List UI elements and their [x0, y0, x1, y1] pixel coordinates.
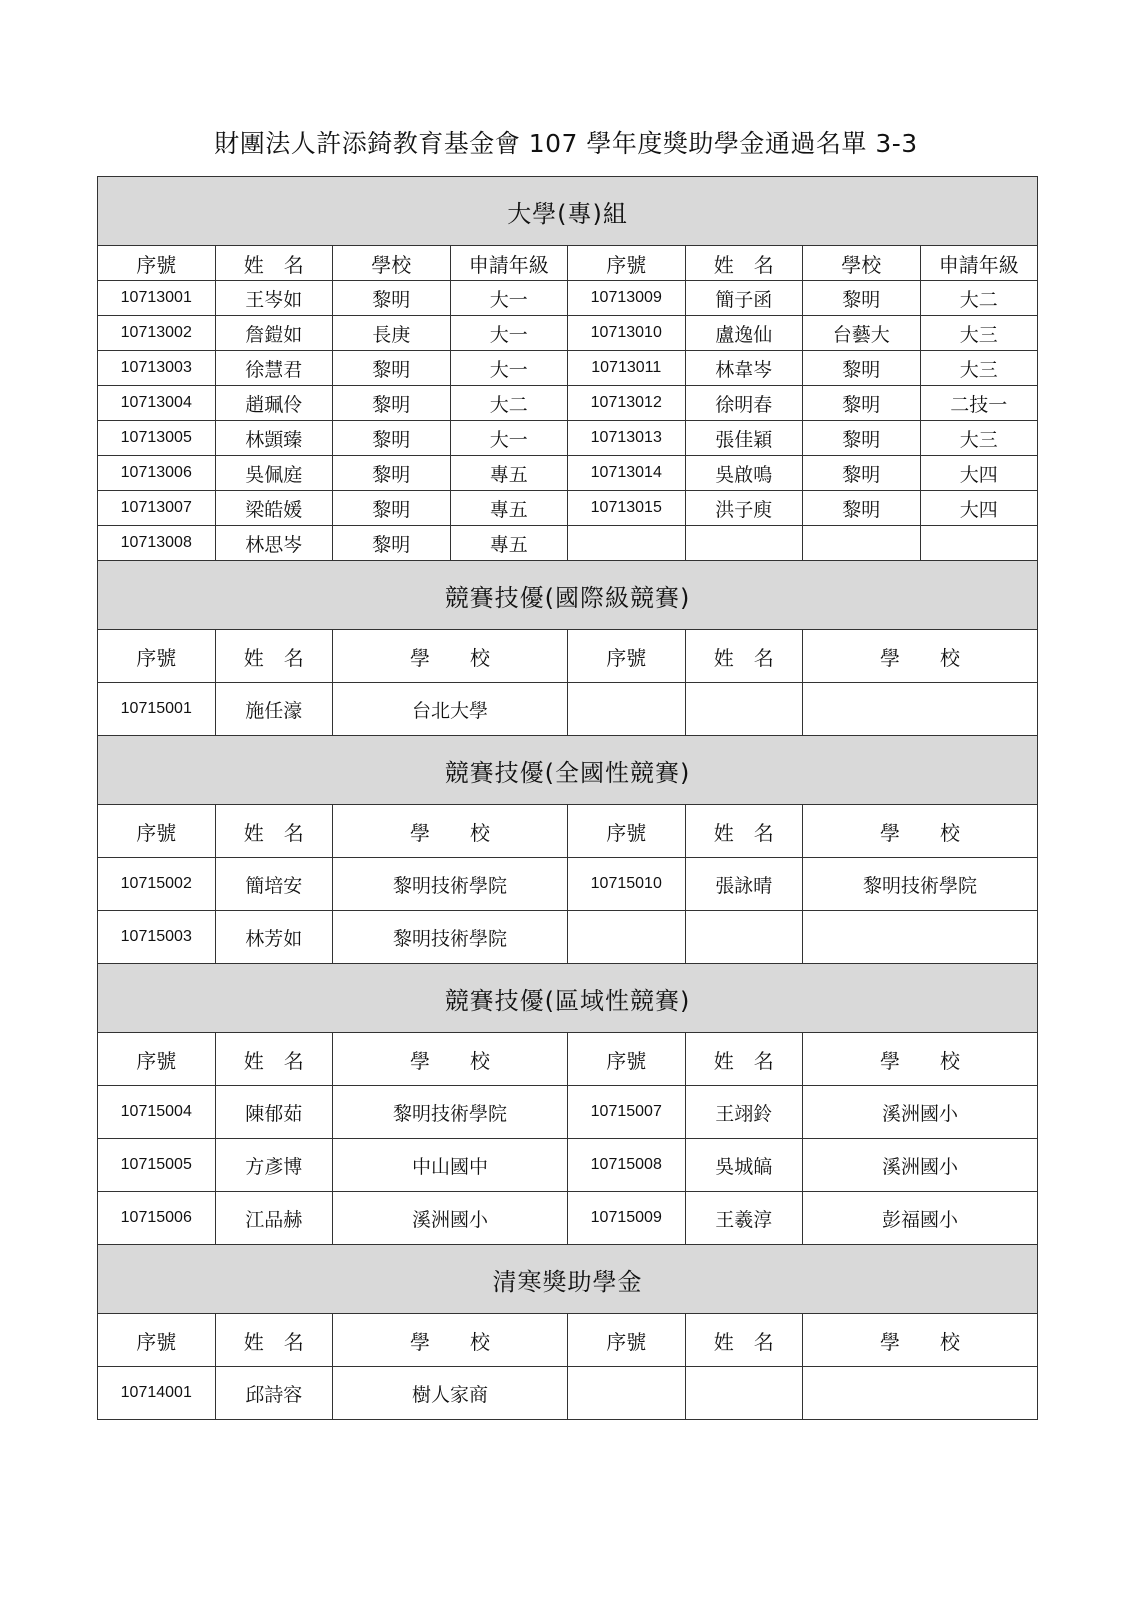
school-cell: 黎明: [803, 386, 921, 421]
student-name-cell: 王岑如: [215, 281, 333, 316]
student-name-cell: 簡子函: [685, 281, 803, 316]
school-cell: 黎明技術學院: [333, 1086, 568, 1139]
university-column-header: 序號: [568, 246, 686, 281]
student-name-cell: 施任濠: [215, 683, 333, 736]
serial-number-cell: 10715002: [98, 858, 216, 911]
student-name-cell: 洪子庾: [685, 491, 803, 526]
university-column-header: 學校: [333, 246, 451, 281]
table-row: [98, 911, 1038, 964]
table-row: [98, 351, 1038, 386]
school-cell: 中山國中: [333, 1139, 568, 1192]
serial-number-cell: 10713012: [568, 386, 686, 421]
national-column-header: 學 校: [803, 805, 1038, 858]
regional-section-title: 競賽技優(區域性競賽): [98, 964, 1038, 1033]
school-cell: 黎明: [333, 281, 451, 316]
grade-cell: 大一: [450, 351, 568, 386]
table-row: [98, 858, 1038, 911]
international-column-header: 姓 名: [685, 630, 803, 683]
international-column-header: 學 校: [333, 630, 568, 683]
student-name-cell: 詹鎧如: [215, 316, 333, 351]
university-column-header: 申請年級: [450, 246, 568, 281]
student-name-cell: 吳啟鳴: [685, 456, 803, 491]
needy-column-header: 序號: [568, 1314, 686, 1367]
grade-cell: 專五: [450, 526, 568, 561]
international-column-header: 序號: [98, 630, 216, 683]
serial-number-cell: 10713010: [568, 316, 686, 351]
serial-number-cell: 10715009: [568, 1192, 686, 1245]
international-column-header: 學 校: [803, 630, 1038, 683]
table-row: [98, 526, 1038, 561]
regional-column-header: 姓 名: [685, 1033, 803, 1086]
regional-section-row: [98, 964, 1038, 1033]
university-section-title: 大學(專)組: [98, 177, 1038, 246]
student-name-cell: 吳城皜: [685, 1139, 803, 1192]
document-title: 財團法人許添錡教育基金會 107 學年度獎助學金通過名單 3-3: [214, 129, 918, 158]
university-section-row: [98, 177, 1038, 246]
student-name-cell: 吳佩庭: [215, 456, 333, 491]
student-name-cell: 盧逸仙: [685, 316, 803, 351]
table-row: [98, 1139, 1038, 1192]
table-row: [98, 421, 1038, 456]
table-row: [98, 281, 1038, 316]
school-cell: 黎明: [333, 351, 451, 386]
student-name-cell: 徐明春: [685, 386, 803, 421]
grade-cell: 大四: [920, 456, 1038, 491]
university-header-row: [98, 246, 1038, 281]
school-cell: 黎明技術學院: [803, 858, 1038, 911]
needy-column-header: 學 校: [333, 1314, 568, 1367]
serial-number-cell: 10713014: [568, 456, 686, 491]
student-name-cell: 王羲淳: [685, 1192, 803, 1245]
student-name-cell: [685, 911, 803, 964]
school-cell: 黎明: [333, 526, 451, 561]
student-name-cell: [685, 1367, 803, 1420]
serial-number-cell: 10713004: [98, 386, 216, 421]
needy-column-header: 學 校: [803, 1314, 1038, 1367]
serial-number-cell: 10715001: [98, 683, 216, 736]
international-column-header: 姓 名: [215, 630, 333, 683]
school-cell: 黎明: [333, 491, 451, 526]
serial-number-cell: 10713003: [98, 351, 216, 386]
grade-cell: 專五: [450, 491, 568, 526]
serial-number-cell: 10715006: [98, 1192, 216, 1245]
grade-cell: 大一: [450, 281, 568, 316]
student-name-cell: 林思岑: [215, 526, 333, 561]
serial-number-cell: 10713009: [568, 281, 686, 316]
student-name-cell: 王翊鈴: [685, 1086, 803, 1139]
serial-number-cell: 10715005: [98, 1139, 216, 1192]
serial-number-cell: [568, 1367, 686, 1420]
school-cell: [803, 911, 1038, 964]
regional-column-header: 序號: [98, 1033, 216, 1086]
grade-cell: 專五: [450, 456, 568, 491]
school-cell: 黎明: [803, 351, 921, 386]
regional-column-header: 學 校: [803, 1033, 1038, 1086]
school-cell: 台北大學: [333, 683, 568, 736]
grade-cell: 大一: [450, 316, 568, 351]
school-cell: 黎明: [803, 421, 921, 456]
grade-cell: [920, 526, 1038, 561]
grade-cell: 大三: [920, 351, 1038, 386]
school-cell: 樹人家商: [333, 1367, 568, 1420]
national-section-row: [98, 736, 1038, 805]
university-column-header: 姓 名: [685, 246, 803, 281]
serial-number-cell: 10715004: [98, 1086, 216, 1139]
school-cell: 黎明技術學院: [333, 858, 568, 911]
needy-section-title: 清寒獎助學金: [98, 1245, 1038, 1314]
needy-column-header: 姓 名: [685, 1314, 803, 1367]
table-row: [98, 1086, 1038, 1139]
school-cell: 長庚: [333, 316, 451, 351]
grade-cell: 大三: [920, 316, 1038, 351]
school-cell: 彭福國小: [803, 1192, 1038, 1245]
serial-number-cell: 10713006: [98, 456, 216, 491]
serial-number-cell: 10713013: [568, 421, 686, 456]
student-name-cell: 邱詩容: [215, 1367, 333, 1420]
regional-column-header: 學 校: [333, 1033, 568, 1086]
regional-header-row: [98, 1033, 1038, 1086]
school-cell: 溪洲國小: [803, 1086, 1038, 1139]
serial-number-cell: 10715010: [568, 858, 686, 911]
serial-number-cell: [568, 526, 686, 561]
national-column-header: 序號: [98, 805, 216, 858]
international-header-row: [98, 630, 1038, 683]
university-column-header: 學校: [803, 246, 921, 281]
grade-cell: 大二: [450, 386, 568, 421]
student-name-cell: 林芳如: [215, 911, 333, 964]
table-body: [98, 177, 1038, 1420]
student-name-cell: [685, 526, 803, 561]
school-cell: 台藝大: [803, 316, 921, 351]
university-column-header: 序號: [98, 246, 216, 281]
serial-number-cell: 10713005: [98, 421, 216, 456]
school-cell: 黎明: [803, 281, 921, 316]
student-name-cell: 徐慧君: [215, 351, 333, 386]
national-column-header: 序號: [568, 805, 686, 858]
serial-number-cell: 10715003: [98, 911, 216, 964]
student-name-cell: 張詠晴: [685, 858, 803, 911]
national-section-title: 競賽技優(全國性競賽): [98, 736, 1038, 805]
grade-cell: 大一: [450, 421, 568, 456]
university-column-header: 姓 名: [215, 246, 333, 281]
table-row: [98, 316, 1038, 351]
student-name-cell: 方彥博: [215, 1139, 333, 1192]
student-name-cell: 梁皓媛: [215, 491, 333, 526]
school-cell: 黎明: [333, 421, 451, 456]
serial-number-cell: 10713007: [98, 491, 216, 526]
table-row: [98, 1367, 1038, 1420]
regional-column-header: 姓 名: [215, 1033, 333, 1086]
serial-number-cell: [568, 683, 686, 736]
student-name-cell: 林韋岑: [685, 351, 803, 386]
school-cell: 黎明: [333, 386, 451, 421]
student-name-cell: 簡培安: [215, 858, 333, 911]
grade-cell: 二技一: [920, 386, 1038, 421]
student-name-cell: 趙珮伶: [215, 386, 333, 421]
serial-number-cell: 10715008: [568, 1139, 686, 1192]
table-row: [98, 1192, 1038, 1245]
serial-number-cell: 10713011: [568, 351, 686, 386]
needy-header-row: [98, 1314, 1038, 1367]
table-row: [98, 683, 1038, 736]
serial-number-cell: [568, 911, 686, 964]
student-name-cell: [685, 683, 803, 736]
national-column-header: 學 校: [333, 805, 568, 858]
table-row: [98, 386, 1038, 421]
grade-cell: 大四: [920, 491, 1038, 526]
student-name-cell: 江品赫: [215, 1192, 333, 1245]
school-cell: [803, 1367, 1038, 1420]
grade-cell: 大二: [920, 281, 1038, 316]
national-column-header: 姓 名: [685, 805, 803, 858]
needy-column-header: 序號: [98, 1314, 216, 1367]
student-name-cell: 陳郁茹: [215, 1086, 333, 1139]
regional-column-header: 序號: [568, 1033, 686, 1086]
school-cell: 黎明技術學院: [333, 911, 568, 964]
table-row: [98, 491, 1038, 526]
needy-column-header: 姓 名: [215, 1314, 333, 1367]
serial-number-cell: 10714001: [98, 1367, 216, 1420]
serial-number-cell: 10713015: [568, 491, 686, 526]
university-column-header: 申請年級: [920, 246, 1038, 281]
school-cell: 黎明: [803, 456, 921, 491]
serial-number-cell: 10713002: [98, 316, 216, 351]
school-cell: [803, 526, 921, 561]
international-section-title: 競賽技優(國際級競賽): [98, 561, 1038, 630]
serial-number-cell: 10715007: [568, 1086, 686, 1139]
school-cell: 溪洲國小: [803, 1139, 1038, 1192]
international-column-header: 序號: [568, 630, 686, 683]
school-cell: [803, 683, 1038, 736]
international-section-row: [98, 561, 1038, 630]
student-name-cell: 張佳穎: [685, 421, 803, 456]
scholarship-table: [97, 176, 1038, 1420]
needy-section-row: [98, 1245, 1038, 1314]
national-column-header: 姓 名: [215, 805, 333, 858]
school-cell: 黎明: [333, 456, 451, 491]
table-row: [98, 456, 1038, 491]
serial-number-cell: 10713008: [98, 526, 216, 561]
school-cell: 黎明: [803, 491, 921, 526]
national-header-row: [98, 805, 1038, 858]
student-name-cell: 林顗臻: [215, 421, 333, 456]
serial-number-cell: 10713001: [98, 281, 216, 316]
grade-cell: 大三: [920, 421, 1038, 456]
school-cell: 溪洲國小: [333, 1192, 568, 1245]
